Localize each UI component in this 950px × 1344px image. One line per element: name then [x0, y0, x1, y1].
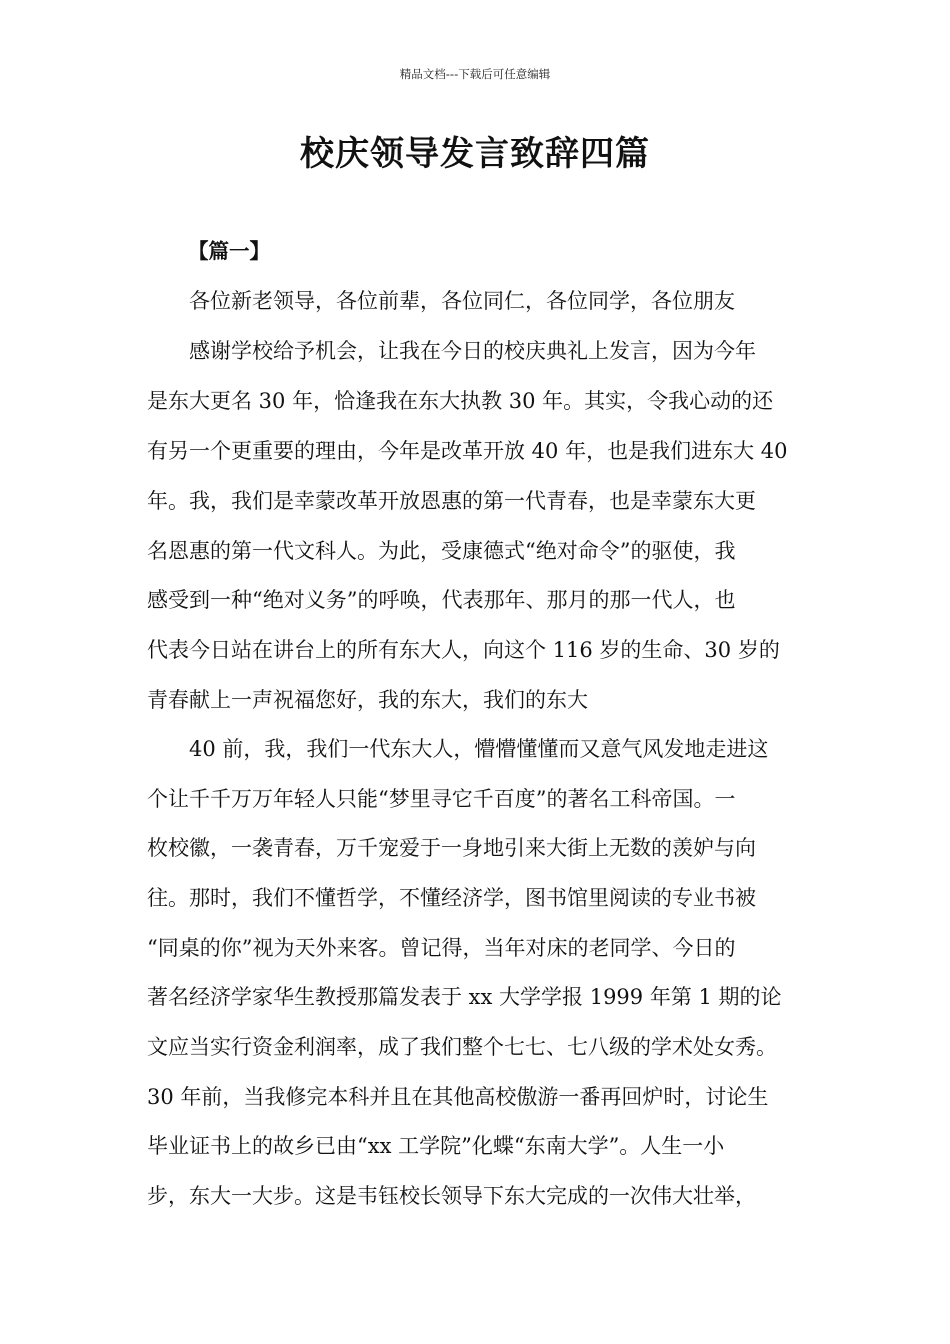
section-label: 【篇一】 [188, 239, 270, 263]
paragraph-line: 各位新老领导，各位前辈，各位同仁，各位同学，各位朋友 [189, 289, 735, 313]
paragraph-line: 年。我，我们是幸蒙改革开放恩惠的第一代青春，也是幸蒙东大更 [147, 489, 756, 513]
paragraph-line: 文应当实行资金利润率，成了我们整个七七、七八级的学术处女秀。 [147, 1035, 777, 1059]
paragraph-line: 名恩惠的第一代文科人。为此，受康德式“绝对命令”的驱使，我 [147, 539, 736, 563]
header-note: 精品文档---下载后可任意编辑 [399, 67, 551, 81]
paragraph-line: “同桌的你”视为天外来客。曾记得，当年对床的老同学、今日的 [147, 936, 736, 960]
paragraph-line: 感受到一种“绝对义务”的呼唤，代表那年、那月的那一代人，也 [147, 588, 736, 612]
paragraph-line: 40 前，我，我们一代东大人，懵懵懂懂而又意气风发地走进这 [189, 737, 769, 761]
paragraph-line: 感谢学校给予机会，让我在今日的校庆典礼上发言，因为今年 [189, 339, 756, 363]
paragraph-line: 青春献上一声祝福您好，我的东大，我们的东大 [147, 688, 588, 712]
paragraph-line: 代表今日站在讲台上的所有东大人，向这个 116 岁的生命、30 岁的 [147, 638, 780, 662]
paragraph-line: 著名经济学家华生教授那篇发表于 xx 大学学报 1999 年第 1 期的论 [147, 985, 782, 1009]
paragraph-line: 30 年前，当我修完本科并且在其他高校傲游一番再回炉时，讨论生 [147, 1085, 769, 1109]
paragraph-line: 有另一个更重要的理由，今年是改革开放 40 年，也是我们进东大 40 [147, 439, 788, 463]
paragraph-line: 往。那时，我们不懂哲学，不懂经济学，图书馆里阅读的专业书被 [147, 886, 756, 910]
document-title: 校庆领导发言致辞四篇 [300, 134, 650, 174]
paragraph-line: 个让千千万万年轻人只能“梦里寻它千百度”的著名工科帝国。一 [147, 787, 736, 811]
paragraph-line: 是东大更名 30 年，恰逢我在东大执教 30 年。其实，令我心动的还 [147, 389, 774, 413]
paragraph-line: 步，东大一大步。这是韦钰校长领导下东大完成的一次伟大壮举， [147, 1184, 756, 1208]
paragraph-line: 枚校徽，一袭青春，万千宠爱于一身地引来大街上无数的羡妒与向 [147, 836, 756, 860]
paragraph-line: 毕业证书上的故乡已由“xx 工学院”化蝶“东南大学”。人生一小 [147, 1134, 725, 1158]
